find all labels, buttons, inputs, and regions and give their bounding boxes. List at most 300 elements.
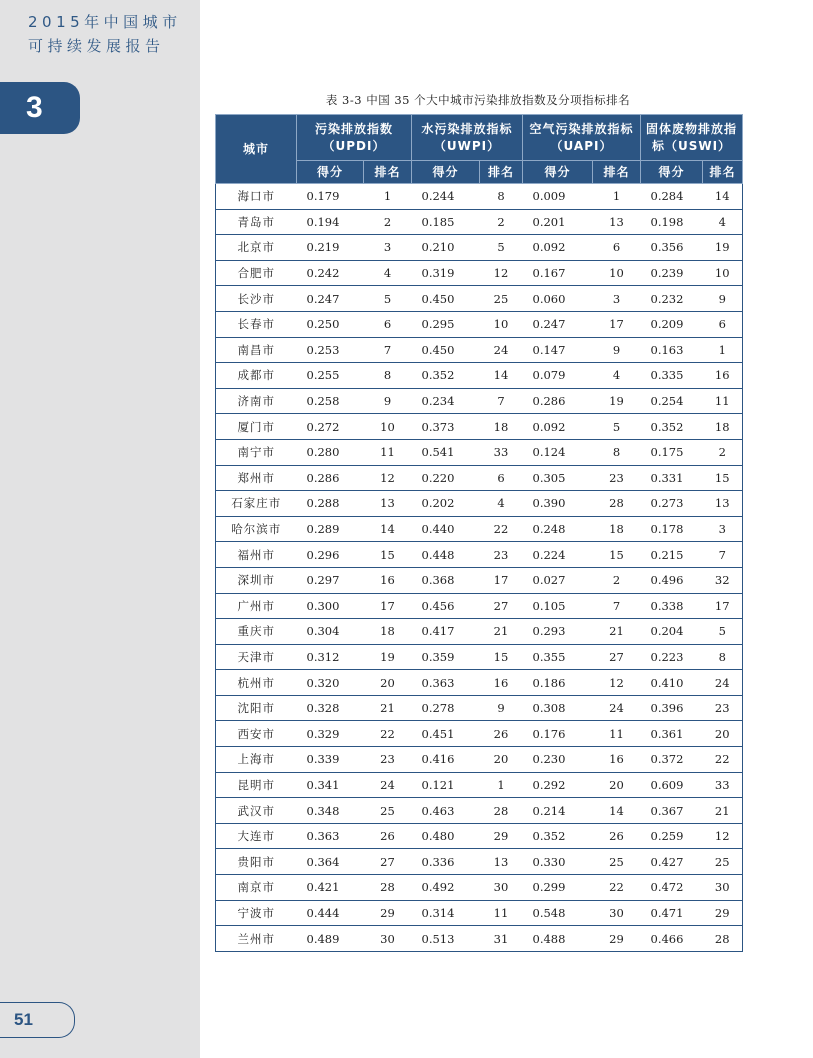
cell-updi-rank: 22 xyxy=(364,721,412,747)
cell-uwpi-score: 0.456 xyxy=(412,593,480,619)
cell-updi-rank: 4 xyxy=(364,260,412,286)
cell-uwpi-rank: 33 xyxy=(480,439,523,465)
cell-uapi-rank: 21 xyxy=(593,619,641,645)
cell-uswi-rank: 25 xyxy=(703,849,743,875)
cell-city: 深圳市 xyxy=(216,567,297,593)
cell-uswi-rank: 24 xyxy=(703,670,743,696)
cell-uapi-rank: 25 xyxy=(593,849,641,875)
cell-uswi-rank: 12 xyxy=(703,823,743,849)
cell-city: 合肥市 xyxy=(216,260,297,286)
cell-uwpi-score: 0.450 xyxy=(412,286,480,312)
cell-uapi-rank: 18 xyxy=(593,516,641,542)
cell-uapi-score: 0.248 xyxy=(523,516,593,542)
cell-updi-rank: 30 xyxy=(364,926,412,952)
cell-uapi-rank: 7 xyxy=(593,593,641,619)
cell-uapi-score: 0.299 xyxy=(523,875,593,901)
cell-uapi-score: 0.293 xyxy=(523,619,593,645)
table-body xyxy=(216,184,743,952)
cell-city: 武汉市 xyxy=(216,798,297,824)
cell-updi-score: 0.341 xyxy=(297,772,364,798)
cell-uapi-rank: 4 xyxy=(593,363,641,389)
table-row xyxy=(216,388,743,414)
cell-city: 厦门市 xyxy=(216,414,297,440)
table-row xyxy=(216,209,743,235)
cell-uapi-rank: 24 xyxy=(593,695,641,721)
cell-updi-rank: 27 xyxy=(364,849,412,875)
cell-updi-rank: 10 xyxy=(364,414,412,440)
cell-city: 郑州市 xyxy=(216,465,297,491)
cell-city: 重庆市 xyxy=(216,619,297,645)
cell-uwpi-score: 0.295 xyxy=(412,311,480,337)
cell-updi-rank: 25 xyxy=(364,798,412,824)
table-row xyxy=(216,798,743,824)
cell-updi-rank: 2 xyxy=(364,209,412,235)
cell-uapi-rank: 19 xyxy=(593,388,641,414)
table-row xyxy=(216,235,743,261)
table-row xyxy=(216,900,743,926)
cell-uwpi-rank: 17 xyxy=(480,567,523,593)
cell-uapi-score: 0.230 xyxy=(523,747,593,773)
table-row xyxy=(216,823,743,849)
cell-uswi-score: 0.215 xyxy=(641,542,703,568)
table-row xyxy=(216,184,743,210)
cell-updi-score: 0.255 xyxy=(297,363,364,389)
cell-city: 兰州市 xyxy=(216,926,297,952)
cell-uapi-score: 0.092 xyxy=(523,414,593,440)
cell-uswi-score: 0.204 xyxy=(641,619,703,645)
header-score: 得分 xyxy=(523,161,593,184)
cell-uswi-rank: 10 xyxy=(703,260,743,286)
table-row xyxy=(216,439,743,465)
table-row xyxy=(216,337,743,363)
cell-uwpi-score: 0.220 xyxy=(412,465,480,491)
cell-uapi-rank: 20 xyxy=(593,772,641,798)
cell-uapi-score: 0.027 xyxy=(523,567,593,593)
cell-uapi-rank: 2 xyxy=(593,567,641,593)
book-title xyxy=(28,10,198,58)
cell-uwpi-rank: 9 xyxy=(480,695,523,721)
table-caption: 表 3-3 中国 35 个大中城市污染排放指数及分项指标排名 xyxy=(325,93,631,107)
table-row xyxy=(216,516,743,542)
cell-updi-rank: 19 xyxy=(364,644,412,670)
cell-uapi-score: 0.105 xyxy=(523,593,593,619)
cell-updi-score: 0.219 xyxy=(297,235,364,261)
cell-uwpi-rank: 28 xyxy=(480,798,523,824)
cell-uwpi-rank: 18 xyxy=(480,414,523,440)
cell-uapi-rank: 5 xyxy=(593,414,641,440)
cell-uswi-score: 0.223 xyxy=(641,644,703,670)
cell-uapi-rank: 6 xyxy=(593,235,641,261)
cell-uapi-score: 0.201 xyxy=(523,209,593,235)
cell-updi-rank: 28 xyxy=(364,875,412,901)
cell-updi-score: 0.247 xyxy=(297,286,364,312)
cell-uswi-rank: 20 xyxy=(703,721,743,747)
cell-uswi-score: 0.352 xyxy=(641,414,703,440)
cell-uswi-score: 0.471 xyxy=(641,900,703,926)
cell-uapi-rank: 15 xyxy=(593,542,641,568)
cell-city: 成都市 xyxy=(216,363,297,389)
chapter-number-tab xyxy=(0,82,80,134)
cell-uwpi-rank: 5 xyxy=(480,235,523,261)
cell-updi-score: 0.250 xyxy=(297,311,364,337)
cell-city: 西安市 xyxy=(216,721,297,747)
cell-uapi-score: 0.355 xyxy=(523,644,593,670)
cell-updi-rank: 5 xyxy=(364,286,412,312)
cell-uwpi-score: 0.319 xyxy=(412,260,480,286)
cell-uswi-score: 0.361 xyxy=(641,721,703,747)
cell-city: 宁波市 xyxy=(216,900,297,926)
table-row xyxy=(216,363,743,389)
header-rank: 排名 xyxy=(364,161,412,184)
cell-uswi-rank: 32 xyxy=(703,567,743,593)
cell-city: 北京市 xyxy=(216,235,297,261)
header-rank: 排名 xyxy=(480,161,523,184)
header-group-uswi: 固体废物排放指标（USWI） xyxy=(641,115,743,161)
cell-uapi-rank: 26 xyxy=(593,823,641,849)
table-row xyxy=(216,670,743,696)
cell-uapi-score: 0.292 xyxy=(523,772,593,798)
cell-updi-rank: 23 xyxy=(364,747,412,773)
cell-uapi-score: 0.009 xyxy=(523,184,593,210)
cell-uwpi-score: 0.336 xyxy=(412,849,480,875)
cell-uwpi-rank: 4 xyxy=(480,491,523,517)
cell-uwpi-score: 0.463 xyxy=(412,798,480,824)
cell-uswi-rank: 23 xyxy=(703,695,743,721)
cell-updi-score: 0.339 xyxy=(297,747,364,773)
table-row xyxy=(216,260,743,286)
cell-uswi-score: 0.372 xyxy=(641,747,703,773)
cell-updi-score: 0.286 xyxy=(297,465,364,491)
cell-uswi-score: 0.239 xyxy=(641,260,703,286)
cell-uswi-score: 0.367 xyxy=(641,798,703,824)
cell-uapi-score: 0.352 xyxy=(523,823,593,849)
cell-updi-rank: 20 xyxy=(364,670,412,696)
header-score: 得分 xyxy=(641,161,703,184)
cell-uapi-score: 0.060 xyxy=(523,286,593,312)
cell-uswi-score: 0.331 xyxy=(641,465,703,491)
cell-uswi-rank: 18 xyxy=(703,414,743,440)
cell-uwpi-score: 0.121 xyxy=(412,772,480,798)
cell-uswi-score: 0.427 xyxy=(641,849,703,875)
cell-updi-score: 0.179 xyxy=(297,184,364,210)
cell-uswi-rank: 15 xyxy=(703,465,743,491)
cell-updi-rank: 17 xyxy=(364,593,412,619)
cell-city: 贵阳市 xyxy=(216,849,297,875)
cell-updi-score: 0.421 xyxy=(297,875,364,901)
cell-uapi-score: 0.390 xyxy=(523,491,593,517)
page-number: 51 xyxy=(14,1010,33,1029)
cell-city: 广州市 xyxy=(216,593,297,619)
cell-uapi-rank: 14 xyxy=(593,798,641,824)
cell-uwpi-score: 0.314 xyxy=(412,900,480,926)
cell-uapi-rank: 11 xyxy=(593,721,641,747)
cell-uwpi-rank: 1 xyxy=(480,772,523,798)
cell-uswi-score: 0.198 xyxy=(641,209,703,235)
cell-updi-rank: 13 xyxy=(364,491,412,517)
cell-uapi-score: 0.124 xyxy=(523,439,593,465)
cell-city: 长沙市 xyxy=(216,286,297,312)
cell-uwpi-score: 0.244 xyxy=(412,184,480,210)
table-row xyxy=(216,695,743,721)
cell-updi-score: 0.329 xyxy=(297,721,364,747)
header-score: 得分 xyxy=(297,161,364,184)
cell-uwpi-rank: 27 xyxy=(480,593,523,619)
cell-uwpi-score: 0.210 xyxy=(412,235,480,261)
cell-uswi-rank: 22 xyxy=(703,747,743,773)
table-row xyxy=(216,926,743,952)
cell-uapi-rank: 9 xyxy=(593,337,641,363)
cell-updi-score: 0.348 xyxy=(297,798,364,824)
cell-updi-score: 0.304 xyxy=(297,619,364,645)
cell-updi-score: 0.363 xyxy=(297,823,364,849)
cell-updi-score: 0.300 xyxy=(297,593,364,619)
cell-city: 天津市 xyxy=(216,644,297,670)
header-score: 得分 xyxy=(412,161,480,184)
cell-uwpi-score: 0.480 xyxy=(412,823,480,849)
table-row xyxy=(216,875,743,901)
cell-uswi-score: 0.335 xyxy=(641,363,703,389)
chapter-number: 3 xyxy=(26,91,43,124)
cell-updi-score: 0.296 xyxy=(297,542,364,568)
cell-uapi-score: 0.548 xyxy=(523,900,593,926)
cell-uwpi-rank: 15 xyxy=(480,644,523,670)
header-rank: 排名 xyxy=(593,161,641,184)
cell-uwpi-rank: 31 xyxy=(480,926,523,952)
cell-city: 长春市 xyxy=(216,311,297,337)
cell-updi-score: 0.444 xyxy=(297,900,364,926)
cell-uapi-rank: 22 xyxy=(593,875,641,901)
cell-updi-rank: 1 xyxy=(364,184,412,210)
cell-updi-rank: 8 xyxy=(364,363,412,389)
cell-uwpi-score: 0.416 xyxy=(412,747,480,773)
cell-uwpi-rank: 24 xyxy=(480,337,523,363)
cell-uswi-score: 0.209 xyxy=(641,311,703,337)
book-title-line-2: 可持续发展报告 xyxy=(28,37,165,55)
cell-uswi-rank: 7 xyxy=(703,542,743,568)
cell-uwpi-score: 0.352 xyxy=(412,363,480,389)
cell-city: 石家庄市 xyxy=(216,491,297,517)
table-row xyxy=(216,619,743,645)
table-row xyxy=(216,567,743,593)
cell-uswi-score: 0.466 xyxy=(641,926,703,952)
cell-uapi-rank: 3 xyxy=(593,286,641,312)
cell-uwpi-score: 0.359 xyxy=(412,644,480,670)
cell-uapi-score: 0.308 xyxy=(523,695,593,721)
cell-updi-rank: 21 xyxy=(364,695,412,721)
cell-city: 上海市 xyxy=(216,747,297,773)
cell-uapi-rank: 28 xyxy=(593,491,641,517)
cell-updi-score: 0.272 xyxy=(297,414,364,440)
cell-uswi-rank: 6 xyxy=(703,311,743,337)
cell-uapi-rank: 16 xyxy=(593,747,641,773)
cell-uswi-rank: 16 xyxy=(703,363,743,389)
cell-uwpi-score: 0.278 xyxy=(412,695,480,721)
cell-updi-score: 0.194 xyxy=(297,209,364,235)
cell-uwpi-rank: 22 xyxy=(480,516,523,542)
cell-updi-rank: 14 xyxy=(364,516,412,542)
cell-city: 南京市 xyxy=(216,875,297,901)
page-number-tab xyxy=(0,1002,75,1038)
cell-uswi-rank: 30 xyxy=(703,875,743,901)
cell-uwpi-score: 0.513 xyxy=(412,926,480,952)
cell-uswi-rank: 29 xyxy=(703,900,743,926)
cell-uwpi-score: 0.202 xyxy=(412,491,480,517)
cell-uwpi-rank: 7 xyxy=(480,388,523,414)
book-title-line-1: 2015年中国城市 xyxy=(28,13,182,31)
cell-updi-rank: 12 xyxy=(364,465,412,491)
cell-city: 济南市 xyxy=(216,388,297,414)
cell-uapi-rank: 17 xyxy=(593,311,641,337)
cell-uwpi-rank: 23 xyxy=(480,542,523,568)
cell-uswi-rank: 5 xyxy=(703,619,743,645)
cell-city: 杭州市 xyxy=(216,670,297,696)
cell-uapi-score: 0.488 xyxy=(523,926,593,952)
cell-uapi-score: 0.167 xyxy=(523,260,593,286)
cell-uwpi-rank: 12 xyxy=(480,260,523,286)
table-row xyxy=(216,491,743,517)
cell-updi-rank: 29 xyxy=(364,900,412,926)
table-row xyxy=(216,747,743,773)
cell-updi-score: 0.258 xyxy=(297,388,364,414)
table-row xyxy=(216,849,743,875)
cell-uapi-score: 0.186 xyxy=(523,670,593,696)
cell-uwpi-score: 0.185 xyxy=(412,209,480,235)
cell-uapi-score: 0.305 xyxy=(523,465,593,491)
cell-uwpi-rank: 25 xyxy=(480,286,523,312)
cell-uwpi-rank: 26 xyxy=(480,721,523,747)
cell-city: 福州市 xyxy=(216,542,297,568)
cell-updi-rank: 7 xyxy=(364,337,412,363)
cell-uswi-score: 0.259 xyxy=(641,823,703,849)
cell-uswi-rank: 17 xyxy=(703,593,743,619)
cell-uwpi-score: 0.451 xyxy=(412,721,480,747)
cell-uwpi-rank: 20 xyxy=(480,747,523,773)
cell-uwpi-rank: 11 xyxy=(480,900,523,926)
cell-updi-rank: 15 xyxy=(364,542,412,568)
cell-uapi-score: 0.092 xyxy=(523,235,593,261)
cell-updi-score: 0.312 xyxy=(297,644,364,670)
cell-uswi-score: 0.273 xyxy=(641,491,703,517)
cell-uwpi-score: 0.234 xyxy=(412,388,480,414)
cell-uwpi-rank: 16 xyxy=(480,670,523,696)
table-row xyxy=(216,593,743,619)
cell-uwpi-rank: 13 xyxy=(480,849,523,875)
cell-uswi-rank: 11 xyxy=(703,388,743,414)
cell-uswi-rank: 19 xyxy=(703,235,743,261)
cell-uwpi-score: 0.541 xyxy=(412,439,480,465)
cell-uapi-rank: 23 xyxy=(593,465,641,491)
cell-uwpi-rank: 10 xyxy=(480,311,523,337)
cell-uwpi-score: 0.417 xyxy=(412,619,480,645)
sidebar-panel xyxy=(0,0,200,1058)
cell-uapi-rank: 13 xyxy=(593,209,641,235)
cell-uswi-rank: 2 xyxy=(703,439,743,465)
cell-updi-rank: 16 xyxy=(364,567,412,593)
cell-uwpi-rank: 21 xyxy=(480,619,523,645)
cell-updi-score: 0.242 xyxy=(297,260,364,286)
cell-uapi-score: 0.224 xyxy=(523,542,593,568)
cell-uapi-score: 0.286 xyxy=(523,388,593,414)
cell-uwpi-score: 0.492 xyxy=(412,875,480,901)
cell-city: 沈阳市 xyxy=(216,695,297,721)
cell-city: 大连市 xyxy=(216,823,297,849)
cell-uapi-score: 0.147 xyxy=(523,337,593,363)
cell-updi-rank: 9 xyxy=(364,388,412,414)
cell-uswi-rank: 9 xyxy=(703,286,743,312)
cell-uapi-score: 0.330 xyxy=(523,849,593,875)
cell-updi-score: 0.328 xyxy=(297,695,364,721)
cell-city: 昆明市 xyxy=(216,772,297,798)
cell-uswi-score: 0.232 xyxy=(641,286,703,312)
table-row xyxy=(216,311,743,337)
cell-uwpi-score: 0.368 xyxy=(412,567,480,593)
header-city: 城市 xyxy=(216,115,297,184)
table-row xyxy=(216,721,743,747)
cell-city: 南宁市 xyxy=(216,439,297,465)
cell-uswi-rank: 4 xyxy=(703,209,743,235)
cell-uapi-rank: 30 xyxy=(593,900,641,926)
cell-uwpi-rank: 2 xyxy=(480,209,523,235)
cell-uswi-rank: 1 xyxy=(703,337,743,363)
cell-updi-rank: 3 xyxy=(364,235,412,261)
table-row xyxy=(216,465,743,491)
cell-updi-rank: 24 xyxy=(364,772,412,798)
cell-uapi-score: 0.079 xyxy=(523,363,593,389)
cell-uswi-score: 0.163 xyxy=(641,337,703,363)
cell-uswi-score: 0.175 xyxy=(641,439,703,465)
table-row xyxy=(216,772,743,798)
cell-uapi-rank: 8 xyxy=(593,439,641,465)
cell-uapi-rank: 29 xyxy=(593,926,641,952)
cell-updi-rank: 11 xyxy=(364,439,412,465)
cell-city: 南昌市 xyxy=(216,337,297,363)
cell-uapi-rank: 1 xyxy=(593,184,641,210)
cell-uapi-score: 0.247 xyxy=(523,311,593,337)
cell-uswi-rank: 21 xyxy=(703,798,743,824)
header-group-updi: 污染排放指数（UPDI） xyxy=(297,115,412,161)
cell-uswi-score: 0.284 xyxy=(641,184,703,210)
cell-uswi-rank: 28 xyxy=(703,926,743,952)
cell-uswi-rank: 8 xyxy=(703,644,743,670)
cell-uswi-rank: 33 xyxy=(703,772,743,798)
cell-uwpi-rank: 29 xyxy=(480,823,523,849)
cell-uapi-rank: 10 xyxy=(593,260,641,286)
cell-uapi-score: 0.176 xyxy=(523,721,593,747)
cell-uwpi-score: 0.373 xyxy=(412,414,480,440)
cell-uswi-rank: 13 xyxy=(703,491,743,517)
header-group-uwpi: 水污染排放指标（UWPI） xyxy=(412,115,523,161)
table-row xyxy=(216,542,743,568)
cell-uapi-rank: 27 xyxy=(593,644,641,670)
cell-uswi-score: 0.410 xyxy=(641,670,703,696)
cell-uswi-score: 0.338 xyxy=(641,593,703,619)
cell-uswi-score: 0.609 xyxy=(641,772,703,798)
table-row xyxy=(216,286,743,312)
pollution-index-table xyxy=(215,114,743,952)
cell-updi-score: 0.253 xyxy=(297,337,364,363)
cell-uwpi-rank: 6 xyxy=(480,465,523,491)
cell-updi-rank: 26 xyxy=(364,823,412,849)
cell-city: 哈尔滨市 xyxy=(216,516,297,542)
table-row xyxy=(216,644,743,670)
cell-uswi-score: 0.496 xyxy=(641,567,703,593)
cell-uswi-rank: 14 xyxy=(703,184,743,210)
cell-updi-score: 0.280 xyxy=(297,439,364,465)
cell-updi-score: 0.288 xyxy=(297,491,364,517)
cell-updi-score: 0.364 xyxy=(297,849,364,875)
table-row xyxy=(216,414,743,440)
header-group-uapi: 空气污染排放指标（UAPI） xyxy=(523,115,641,161)
